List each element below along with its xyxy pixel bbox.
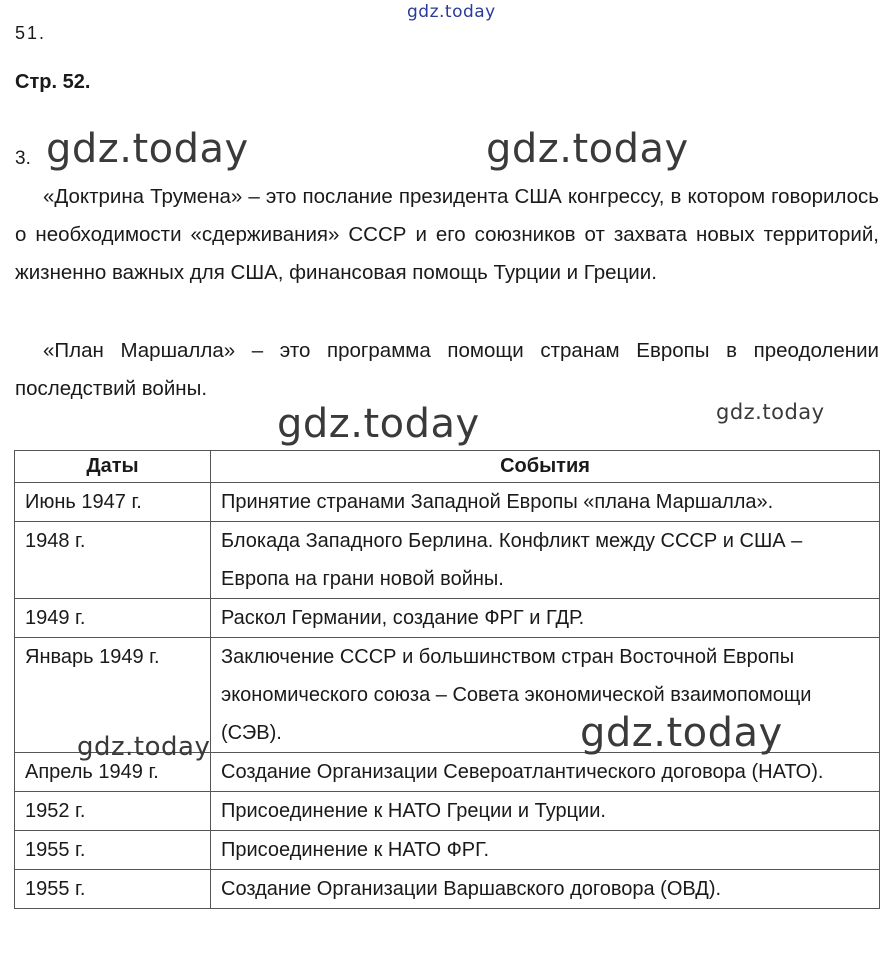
table-row [15,831,880,870]
event-cell: Присоединение к НАТО ФРГ. [211,831,880,870]
date-cell: Апрель 1949 г. [15,753,211,792]
table-row [15,483,880,522]
date-cell: Июнь 1947 г. [15,483,211,522]
date-cell: 1955 г. [15,870,211,909]
paragraph-text: «План Маршалла» – это программа помощи странам Европы в преодолении последствий войны. [15,339,879,400]
table-row [15,599,880,638]
watermark-top: gdz.today [407,2,496,22]
event-cell: Присоединение к НАТО Греции и Турции. [211,792,880,831]
paragraph-truman-doctrine [15,178,879,292]
header-dates: Даты [15,451,211,483]
event-cell: Создание Организации Варшавского договора (ОВД). [211,870,880,909]
watermark: gdz.today [486,126,689,172]
table-row [15,792,880,831]
event-cell: Раскол Германии, создание ФРГ и ГДР. [211,599,880,638]
watermark: gdz.today [46,126,249,172]
event-cell: Принятие странами Западной Европы «плана Маршалла». [211,483,880,522]
header-events: События [211,451,880,483]
date-cell: 1949 г. [15,599,211,638]
date-cell: 1952 г. [15,792,211,831]
task-number: 3. [15,148,31,169]
watermark: gdz.today [716,400,825,424]
clipped-text-fragment: 51. [15,23,47,43]
watermark: gdz.today [277,401,480,447]
table-row [15,870,880,909]
paragraph-text: «Доктрина Трумена» – это послание президента США конгрессу, в котором говорилось о необходимости «сдерживания» СССР и его союзников от захвата новых территорий, жизненно важных для США, финансовая помощь Турции и Греции. [15,185,879,284]
watermark: gdz.today [77,732,211,762]
table-row [15,522,880,599]
paragraph-marshall-plan [15,332,879,408]
date-cell: 1955 г. [15,831,211,870]
date-cell: Январь 1949 г. [15,638,211,753]
table-header-row [15,451,880,483]
date-cell: 1948 г. [15,522,211,599]
page-reference: Стр. 52. [15,71,91,93]
events-table [14,450,880,909]
event-cell: Заключение СССР и большинством стран Восточной Европы экономического союза – Совета экономической взаимопомощи (СЭВ). [211,638,880,753]
event-cell: Блокада Западного Берлина. Конфликт между СССР и США – Европа на грани новой войны. [211,522,880,599]
watermark: gdz.today [580,710,783,756]
event-cell: Создание Организации Североатлантического договора (НАТО). [211,753,880,792]
